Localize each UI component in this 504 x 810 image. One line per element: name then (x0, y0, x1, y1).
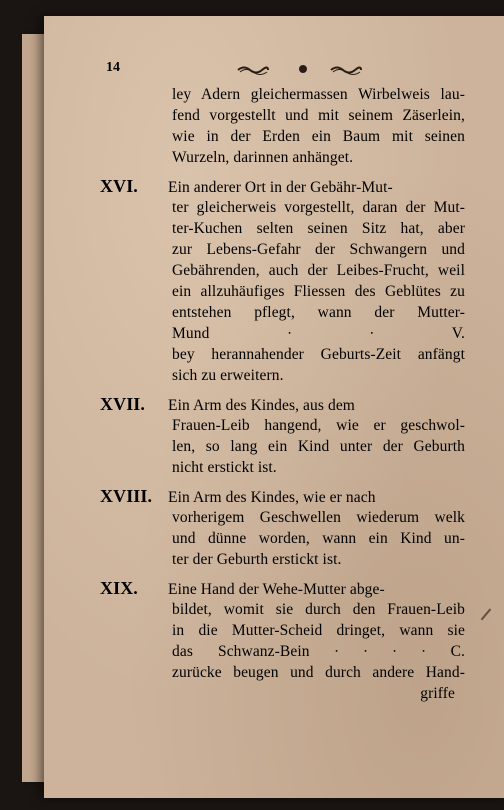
text-line: das Schwanz-Bein ∙ ∙ ∙ ∙ C. (172, 643, 465, 660)
text-line: zurücke beugen und durch andere Hand- (172, 664, 465, 681)
ornament-right-icon (329, 65, 363, 75)
entry-numeral: XIX. (100, 578, 138, 598)
text-line: Frauen-Leib hangend, wie er geschwol- (172, 417, 465, 434)
text-line: sich zu erweitern. (172, 367, 284, 384)
text-line: fend vorgestellt und mit seinem Zäserlein, (172, 107, 465, 124)
text-line: Ein Arm des Kindes, aus dem (168, 397, 355, 414)
text-line: Gebährenden, auch der Leibes-Frucht, weil (172, 262, 465, 279)
page-text (100, 84, 465, 704)
text-line: bildet, womit sie durch den Frauen-Leib (172, 601, 465, 618)
entry-first-line (100, 176, 465, 197)
entry-first-line (100, 394, 465, 415)
text-line: ley Adern gleichermassen Wirbelweis lau- (172, 86, 465, 103)
text-line: Eine Hand der Wehe-Mutter abge- (168, 581, 385, 598)
ornament-left-icon (236, 65, 270, 75)
text-line: Wurzeln, darinnen anhänget. (172, 149, 354, 166)
text-line: vorherigem Geschwellen wiederum welk (172, 509, 465, 526)
catchword: griffe (420, 685, 455, 702)
text-line: Ein Arm des Kindes, wie er nach (168, 489, 376, 506)
text-line: ter gleicherweis vorgestellt, daran der Mut- (172, 199, 465, 216)
text-line: len, so lang ein Kind unter der Geburth (172, 438, 465, 455)
entry-first-line (100, 578, 465, 599)
entry-numeral: XVII. (100, 394, 146, 414)
page-number: 14 (106, 60, 120, 75)
entry-numeral: XVI. (100, 176, 138, 196)
entry-numeral: XVIII. (100, 486, 153, 506)
text-line: zur Lebens-Gefahr der Schwangern und (172, 241, 465, 258)
entry-first-line (100, 486, 465, 507)
text-line: und dünne worden, wann ein Kind un- (172, 530, 465, 547)
text-line: Mund ∙ ∙ V. (172, 325, 465, 342)
text-line: ein allzuhäufiges Fliessen des Geblütes zu (172, 283, 465, 300)
text-line: ter der Geburth erstickt ist. (172, 551, 342, 568)
page-header (106, 58, 436, 82)
text-line: entstehen pflegt, wann der Mutter- (172, 304, 465, 321)
ornament-center-icon (299, 65, 307, 73)
text-line: nicht erstickt ist. (172, 459, 277, 476)
text-line: in die Mutter-Scheid dringet, wann sie (172, 622, 465, 639)
text-line: ter-Kuchen selten seinen Sitz hat, aber (172, 220, 465, 237)
text-line: bey herannahender Geburts-Zeit anfängt (172, 346, 465, 363)
text-line: wie in der Erden ein Baum mit seinen (172, 128, 465, 145)
text-line: Ein anderer Ort in der Gebähr-Mut- (168, 179, 393, 196)
